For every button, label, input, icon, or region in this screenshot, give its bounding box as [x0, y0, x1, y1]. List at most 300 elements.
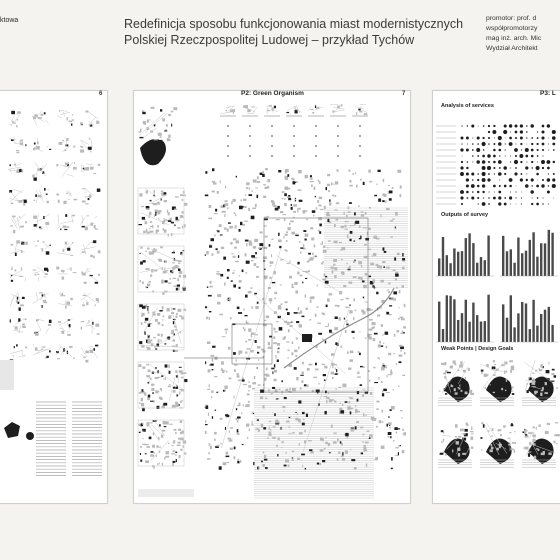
- sketch-block: [326, 400, 327, 403]
- sketch-block: [169, 424, 173, 425]
- sketch-block: [22, 297, 25, 299]
- sketch-block: [260, 390, 264, 393]
- sketch-block: [148, 340, 152, 342]
- sketch-block: [401, 417, 403, 418]
- sketch-block: [373, 367, 375, 369]
- sketch-block: [183, 440, 187, 443]
- sketch-block: [288, 350, 290, 352]
- sketch-block: [218, 391, 219, 392]
- sketch-block: [441, 363, 445, 365]
- sketch-block: [555, 422, 558, 423]
- sketch-block: [355, 405, 356, 407]
- survey-bar: [544, 243, 546, 276]
- sketch-block: [284, 249, 286, 251]
- sketch-block: [245, 295, 248, 298]
- sketch-block: [277, 343, 280, 346]
- mid-diagram-stack: [139, 304, 186, 352]
- sketch-block: [207, 287, 209, 288]
- sketch-block: [142, 112, 145, 114]
- sketch-block: [539, 424, 541, 427]
- sketch-block: [525, 434, 527, 435]
- sketch-block: [162, 324, 164, 326]
- sketch-block: [147, 446, 151, 448]
- sketch-block: [280, 211, 283, 213]
- sketch-block: [19, 307, 21, 311]
- sketch-block: [349, 401, 351, 403]
- matrix-dot: [553, 149, 555, 151]
- sketch-block: [376, 238, 380, 240]
- mid-matrix-dot: [271, 145, 273, 147]
- sketch-block: [323, 246, 325, 248]
- sketch-block: [232, 272, 234, 274]
- sketch-block: [149, 422, 153, 423]
- sketch-block: [322, 460, 325, 462]
- sketch-block: [297, 414, 299, 416]
- sketch-block: [354, 467, 357, 469]
- survey-bar: [510, 295, 512, 342]
- sketch-block: [363, 227, 367, 228]
- sketch-block: [345, 450, 348, 453]
- sketch-road: [81, 247, 96, 250]
- sketch-block: [19, 169, 21, 172]
- sketch-block: [57, 267, 59, 269]
- sketch-block: [359, 225, 360, 228]
- sketch-block: [325, 326, 328, 327]
- sketch-block: [35, 194, 37, 197]
- sketch-block: [286, 309, 288, 311]
- sketch-block: [269, 298, 272, 301]
- sketch-block: [276, 445, 278, 447]
- sketch-block: [300, 375, 304, 376]
- mid-pictogram: [243, 105, 257, 114]
- sketch-block: [80, 150, 84, 153]
- sketch-block: [67, 248, 70, 251]
- sketch-block: [245, 253, 247, 256]
- sketch-block: [272, 203, 275, 206]
- sketch-block: [400, 194, 402, 197]
- sketch-block: [249, 187, 250, 189]
- sketch-block: [269, 431, 272, 433]
- sketch-road: [61, 221, 74, 224]
- sketch-block: [498, 386, 499, 387]
- left-grid-diagram: [33, 139, 51, 152]
- sketch-block: [387, 290, 389, 291]
- sketch-block: [152, 203, 155, 204]
- sketch-block: [69, 324, 71, 327]
- sketch-road: [355, 107, 363, 109]
- left-black-massing: [4, 422, 20, 438]
- sketch-block: [221, 247, 224, 249]
- sketch-block: [234, 456, 236, 459]
- sketch-block: [310, 177, 313, 180]
- sketch-block: [402, 429, 404, 431]
- sketch-block: [324, 396, 328, 397]
- sketch-block: [500, 434, 502, 436]
- sketch-block: [171, 453, 175, 454]
- sketch-block: [388, 432, 392, 435]
- sketch-road: [62, 146, 70, 152]
- matrix-dot: [537, 137, 539, 139]
- sketch-block: [269, 244, 271, 246]
- sketch-block: [246, 187, 248, 189]
- sketch-block: [361, 277, 363, 280]
- sketch-block: [173, 461, 176, 463]
- sketch-block: [36, 319, 38, 322]
- matrix-dot: [471, 184, 475, 188]
- left-grid-diagram: [9, 189, 27, 206]
- sketch-block: [490, 449, 493, 452]
- sketch-block: [207, 342, 211, 345]
- sketch-block: [345, 433, 349, 436]
- sketch-block: [524, 430, 527, 432]
- survey-bar: [513, 327, 515, 342]
- sketch-block: [234, 447, 236, 450]
- sketch-block: [255, 340, 257, 343]
- sketch-block: [397, 330, 400, 332]
- sketch-block: [288, 329, 290, 332]
- sketch-block: [373, 279, 376, 282]
- matrix-dot: [499, 167, 501, 169]
- matrix-dot: [537, 155, 539, 157]
- sketch-block: [161, 199, 162, 201]
- survey-bar: [487, 235, 489, 276]
- sketch-block: [313, 215, 315, 217]
- sketch-block: [62, 140, 64, 141]
- sketch-road: [62, 272, 64, 273]
- sketch-block: [320, 244, 323, 245]
- sketch-block: [305, 294, 307, 297]
- sketch-block: [310, 175, 312, 177]
- sketch-block: [327, 219, 329, 222]
- sketch-block: [291, 352, 293, 355]
- sketch-block: [12, 267, 13, 271]
- mid-matrix-dot: [227, 135, 229, 137]
- sketch-block: [294, 350, 297, 353]
- sketch-block: [350, 351, 354, 354]
- sketch-block: [23, 355, 25, 356]
- sketch-block: [289, 322, 291, 323]
- sketch-block: [481, 372, 482, 375]
- sketch-block: [494, 451, 495, 452]
- left-grid-diagram: [10, 136, 27, 153]
- sketch-block: [504, 371, 505, 374]
- sketch-block: [294, 312, 298, 314]
- sketch-block: [378, 344, 381, 347]
- sketch-block: [238, 312, 242, 314]
- left-grid-diagram: [56, 267, 76, 280]
- sketch-block: [41, 114, 44, 116]
- sketch-block: [346, 263, 347, 264]
- sketch-block: [455, 424, 458, 428]
- sketch-block: [237, 375, 240, 378]
- sketch-block: [331, 372, 334, 375]
- sketch-block: [237, 461, 239, 464]
- matrix-dot: [488, 197, 490, 199]
- sketch-block: [209, 245, 212, 247]
- sketch-block: [92, 242, 94, 243]
- sketch-block: [165, 456, 169, 458]
- sketch-block: [162, 430, 166, 432]
- sketch-block: [229, 226, 233, 229]
- sketch-block: [390, 220, 394, 222]
- matrix-dot: [505, 143, 506, 144]
- sketch-block: [481, 437, 483, 439]
- mid-matrix-dot: [337, 155, 339, 157]
- sketch-block: [205, 171, 207, 174]
- sketch-block: [491, 447, 494, 449]
- sketch-block: [177, 278, 179, 281]
- sketch-block: [341, 259, 343, 261]
- sketch-block: [551, 381, 555, 382]
- sketch-block: [393, 389, 394, 390]
- sketch-block: [523, 431, 525, 433]
- sketch-block: [487, 374, 488, 376]
- sketch-block: [379, 358, 380, 360]
- sketch-block: [213, 182, 217, 184]
- matrix-dot: [482, 160, 486, 164]
- sketch-block: [292, 388, 296, 391]
- sketch-block: [393, 270, 396, 272]
- sheet-middle-drawings: [134, 98, 408, 500]
- sketch-block: [382, 390, 383, 392]
- sketch-block: [292, 284, 294, 287]
- sketch-block: [319, 463, 321, 466]
- sketch-block: [251, 106, 255, 107]
- sketch-block: [253, 462, 254, 465]
- sketch-block: [230, 242, 232, 245]
- sketch-block: [158, 339, 160, 342]
- sketch-block: [16, 152, 19, 153]
- sketch-block: [278, 240, 282, 243]
- left-grid-diagram: [58, 292, 73, 309]
- sketch-block: [205, 431, 207, 434]
- matrix-dot: [537, 162, 538, 163]
- sketch-block: [295, 106, 296, 109]
- sketch-block: [263, 451, 265, 453]
- sketch-block: [297, 272, 299, 275]
- sketch-block: [225, 414, 228, 416]
- sketch-block: [390, 370, 392, 373]
- sketch-block: [65, 305, 67, 308]
- sketch-block: [381, 214, 382, 217]
- matrix-dot: [504, 185, 507, 188]
- sketch-block: [403, 332, 405, 334]
- matrix-dot: [460, 190, 464, 194]
- sketch-block: [333, 433, 337, 434]
- sketch-block: [274, 298, 276, 299]
- sketch-block: [294, 367, 297, 370]
- matrix-dot: [488, 143, 490, 145]
- sketch-block: [320, 449, 323, 450]
- sketch-block: [142, 431, 143, 432]
- sketch-block: [223, 370, 225, 371]
- matrix-dot: [467, 144, 468, 145]
- sketch-block: [212, 346, 215, 348]
- survey-bar: [480, 257, 482, 276]
- sketch-block: [300, 247, 303, 248]
- matrix-dot: [547, 178, 551, 182]
- sketch-block: [177, 285, 180, 287]
- mid-matrix-dot: [293, 135, 295, 137]
- sketch-block: [209, 286, 213, 288]
- sketch-block: [226, 331, 227, 334]
- sketch-block: [214, 439, 216, 441]
- sketch-block: [280, 284, 282, 285]
- sketch-block: [282, 198, 284, 199]
- sketch-block: [66, 193, 68, 194]
- sketch-block: [215, 410, 217, 411]
- matrix-dot: [542, 155, 543, 156]
- sketch-block: [266, 316, 270, 319]
- sketch-block: [271, 368, 274, 369]
- sketch-block: [335, 195, 337, 197]
- sketch-block: [307, 368, 310, 371]
- sketch-block: [85, 227, 88, 230]
- matrix-dot: [487, 154, 491, 158]
- sketch-block: [529, 442, 531, 445]
- sketch-road: [19, 325, 21, 333]
- sketch-block: [525, 436, 529, 438]
- matrix-dot: [505, 156, 506, 157]
- sketch-block: [321, 438, 324, 441]
- matrix-dot: [530, 190, 533, 193]
- sketch-block: [10, 164, 11, 166]
- sketch-road: [37, 349, 49, 351]
- sketch-block: [334, 241, 338, 244]
- sketch-block: [369, 319, 373, 321]
- sketch-block: [512, 386, 513, 388]
- sketch-block: [139, 432, 141, 433]
- sketch-block: [263, 196, 266, 198]
- sketch-block: [361, 214, 365, 216]
- sketch-block: [351, 459, 355, 461]
- matrix-dot: [548, 185, 549, 186]
- sketch-block: [362, 281, 365, 283]
- sketch-block: [310, 181, 314, 182]
- mid-diagram-top: [138, 107, 177, 142]
- sketch-block: [167, 210, 168, 213]
- sketch-block: [231, 201, 232, 204]
- sketch-block: [225, 200, 228, 202]
- sketch-block: [354, 298, 356, 301]
- sketch-block: [278, 437, 280, 440]
- sketch-block: [345, 221, 349, 222]
- sketch-block: [398, 445, 400, 446]
- sketch-block: [146, 191, 148, 194]
- sketch-block: [268, 110, 271, 111]
- sketch-block: [536, 448, 539, 449]
- matrix-dot: [498, 202, 501, 205]
- sketch-block: [248, 208, 250, 211]
- sketch-block: [328, 190, 330, 192]
- sketch-block: [376, 292, 378, 295]
- survey-bar: [502, 304, 504, 342]
- matrix-dot: [494, 138, 495, 139]
- sketch-block: [324, 206, 326, 209]
- sketch-block: [466, 423, 468, 426]
- sketch-block: [284, 203, 287, 206]
- sketch-block: [71, 124, 72, 126]
- sketch-block: [84, 282, 87, 284]
- sketch-block: [140, 280, 142, 282]
- sketch-block: [387, 424, 389, 427]
- sketch-block: [372, 419, 376, 421]
- survey-bar: [472, 243, 474, 276]
- sketch-block: [302, 465, 303, 468]
- sketch-block: [339, 411, 340, 414]
- sketch-block: [85, 351, 89, 354]
- mid-diagram-frame: [138, 420, 184, 466]
- sketch-block: [176, 217, 178, 220]
- sketch-block: [339, 408, 342, 410]
- sketch-block: [224, 214, 225, 217]
- sketch-block: [261, 424, 264, 428]
- matrix-dot: [515, 167, 517, 169]
- sketch-block: [378, 170, 381, 172]
- matrix-dot: [552, 184, 556, 188]
- sketch-block: [64, 229, 67, 230]
- sketch-block: [356, 421, 359, 423]
- sketch-block: [98, 250, 101, 253]
- sketch-block: [229, 439, 233, 441]
- sketch-block: [230, 317, 232, 319]
- sketch-block: [163, 421, 166, 425]
- matrix-dot: [548, 138, 549, 139]
- sketch-road: [362, 110, 367, 112]
- sketch-block: [246, 261, 250, 264]
- sketch-block: [164, 267, 165, 269]
- sketch-road: [60, 112, 70, 115]
- sketch-block: [274, 379, 277, 382]
- sketch-block: [65, 214, 67, 217]
- sketch-block: [208, 452, 209, 455]
- sketch-block: [25, 221, 27, 223]
- sketch-block: [363, 450, 367, 452]
- sketch-block: [246, 424, 249, 427]
- survey-bar: [544, 310, 546, 342]
- sketch-block: [357, 376, 361, 377]
- matrix-dot: [509, 178, 513, 182]
- survey-bar: [551, 233, 553, 276]
- matrix-dot: [542, 125, 545, 128]
- matrix-dot: [531, 161, 533, 163]
- sketch-block: [289, 388, 291, 391]
- sketch-block: [346, 215, 348, 217]
- sketch-block: [260, 231, 263, 233]
- sketch-block: [341, 346, 343, 348]
- sketch-block: [217, 445, 220, 447]
- matrix-dot: [493, 125, 495, 127]
- sketch-block: [384, 251, 387, 253]
- sketch-block: [320, 209, 324, 210]
- matrix-dot: [520, 124, 523, 127]
- sketch-block: [14, 346, 15, 348]
- sketch-block: [353, 317, 354, 320]
- matrix-dot: [477, 155, 479, 157]
- weak-points-title: Weak Points | Design Goals: [441, 346, 514, 352]
- sketch-block: [263, 184, 265, 185]
- sketch-block: [141, 313, 144, 316]
- sketch-block: [179, 391, 180, 394]
- sketch-block: [291, 204, 292, 206]
- sketch-block: [355, 221, 359, 224]
- mid-matrix-dot: [315, 125, 317, 127]
- sketch-block: [147, 248, 150, 250]
- sketch-block: [148, 311, 150, 314]
- sketch-block: [300, 251, 301, 254]
- sketch-block: [296, 377, 298, 380]
- sketch-block: [282, 380, 283, 382]
